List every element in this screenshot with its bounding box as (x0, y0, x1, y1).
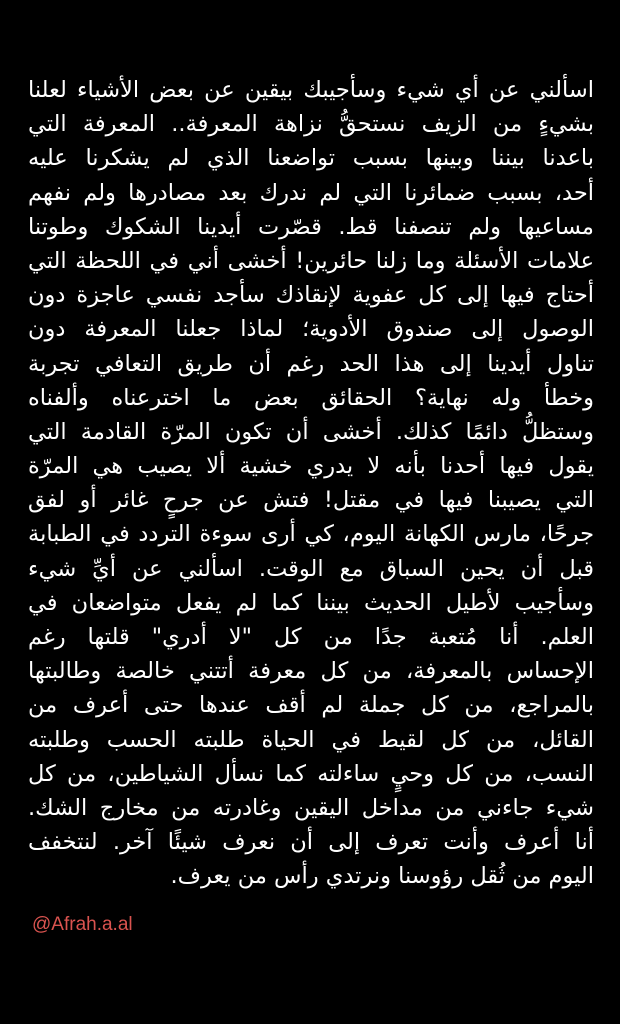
text-line: أحتاج فيها إلى كل عفوية لإنقاذك سأجد نفسي عاجزة دون (28, 282, 594, 309)
text-line: يقول فيها أحدنا بأنه لا يدري خشية ألا يصيب هي المرّة (28, 453, 594, 480)
text-line: وسأجيب لأطيل الحديث بيننا كما لم يفعل متواضعان في (28, 589, 594, 616)
text-line: النسب، من كل وحيٍ ساءلته كما نسأل الشياطين، من كل (28, 760, 594, 787)
text-line: الوصول إلى صندوق الأدوية؛ لماذا جعلنا المعرفة دون (28, 316, 594, 343)
text-line: جرحًا، مارس الكهانة اليوم، كي أرى سوءة التردد في الطبابة (28, 521, 594, 548)
text-line: أحد، بسبب ضمائرنا التي لم ندرك بعد مصادرها ولم نفهم (28, 179, 594, 206)
text-line: أنا أعرف وأنت تعرف إلى أن نعرف شيئًا آخر. لنتخفف (28, 829, 594, 856)
author-handle[interactable]: @Afrah.a.al (32, 914, 133, 935)
text-line: وخطأ وله نهاية؟ الحقائق بعض ما اخترعناه وألفناه (28, 384, 594, 411)
text-line: وستظلُّ دائمًا كذلك. أخشى أن تكون المرّة القادمة التي (28, 418, 594, 445)
text-line: الإحساس بالمعرفة، من كل معرفة أتتني خالصة وطالبتها (28, 658, 594, 685)
text-line: تناول أيدينا إلى هذا الحد رغم أن طريق التعافي تجربة (28, 350, 594, 377)
text-line: باعدنا بيننا وبينها بسبب تواضعنا الذي لم يشكرنا عليه (28, 145, 594, 172)
text-line: العلم. أنا مُتعبة جدًا من كل "لا أدري" قلتها رغم (28, 624, 594, 650)
text-line: بالمراجع، من كل جملة لم أقف عندها حتى أعرف من (28, 692, 594, 719)
text-line: التي يصيبنا فيها في مقتل! فتش عن جرحٍ غائر أو لفق (28, 487, 594, 514)
text-line: قبل أن يحين السباق مع الوقت. اسألني عن أيِّ شيء (28, 555, 594, 582)
text-line: بشيءٍ من الزيف نستحقُّ نزاهة المعرفة.. المعرفة التي (28, 111, 594, 138)
text-line: مساعيها ولم تنصفنا قط. قصّرت أيدينا الشكوك وطوتنا (28, 213, 594, 240)
text-line-last: اليوم من ثُقل رؤوسنا ونرتدي رأس من يعرف. (170, 863, 594, 890)
text-line: شيء جاءني من مداخل اليقين وغادرته من مخارج الشك. (28, 794, 594, 821)
arabic-text-body (28, 73, 594, 894)
text-line: القائل، من كل لقيط في الحياة طلبته الحسب وطلبته (28, 726, 594, 753)
text-line: علامات الأسئلة وما زلنا حائرين! أخشى أني في اللحظة التي (28, 247, 594, 274)
text-line: اسألني عن أي شيء وسأجيبك بيقين عن بعض الأشياء لعلنا (28, 77, 594, 103)
